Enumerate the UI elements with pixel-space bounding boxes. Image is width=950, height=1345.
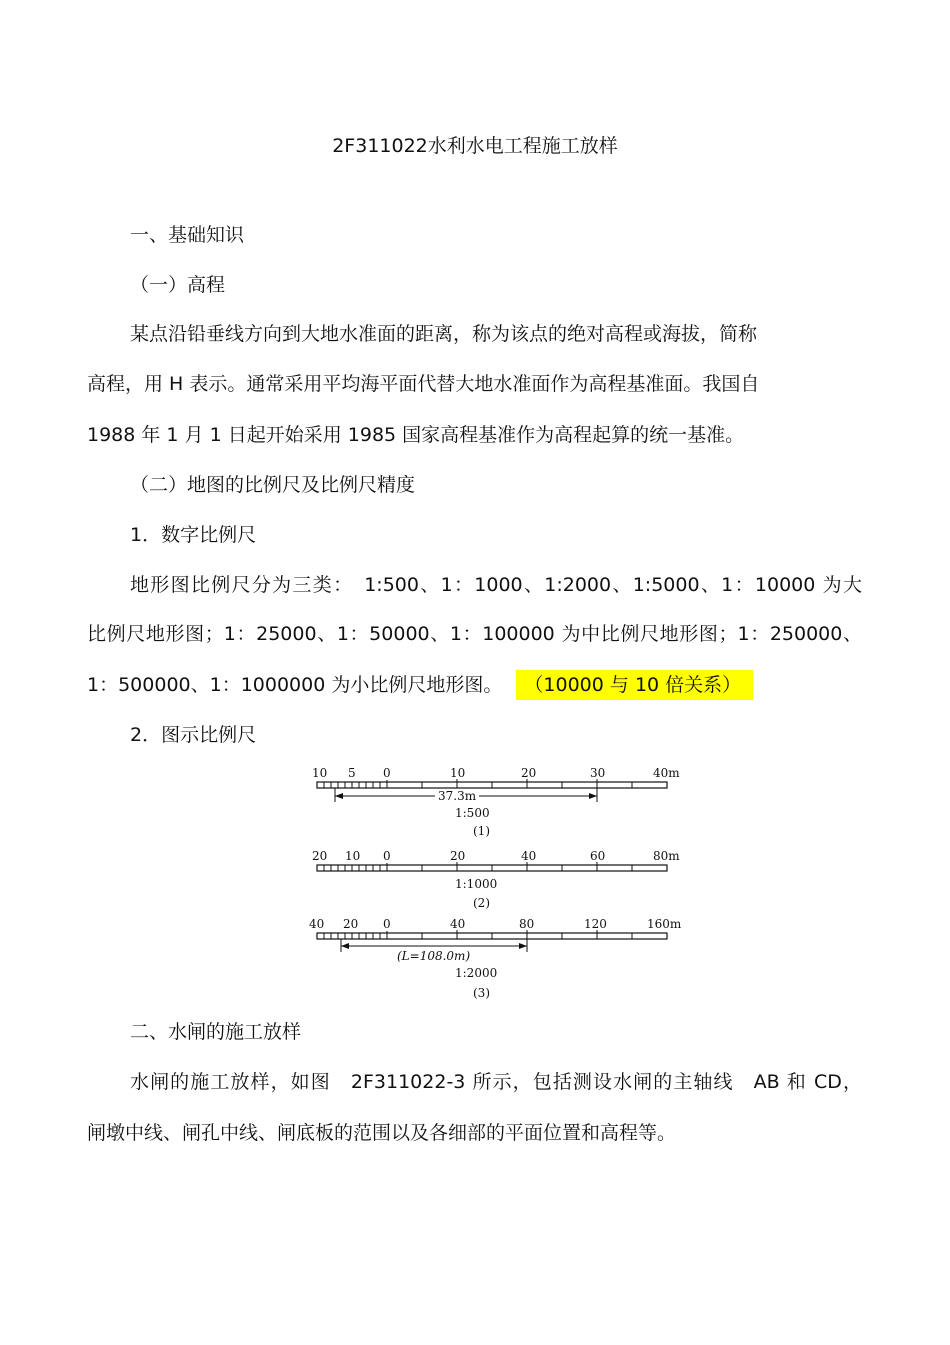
tick-label: 10 [345, 849, 361, 863]
tick-label: 20 [450, 849, 466, 863]
paragraph-line: 水闸的施工放样，如图 2F311022-3 所示，包括测设水闸的主轴线 AB 和 CD， [130, 1071, 862, 1093]
scale-ratio: 1:2000 [455, 966, 498, 980]
tick-label: 20 [343, 917, 359, 931]
scale-ratio: 1:1000 [455, 877, 498, 891]
section-heading-2: 二、水闸的施工放样 [130, 1021, 302, 1043]
tick-label: 160m [647, 917, 682, 931]
paragraph-line [87, 672, 753, 698]
scale-3 [309, 917, 682, 1000]
figure-label: (2) [473, 896, 490, 910]
subsection-heading-elevation: （一）高程 [130, 274, 226, 296]
tick-label: 40m [653, 766, 680, 780]
paragraph-line: 地形图比例尺分为三类： 1:500、1：1000、1:2000、1:5000、1：10000 为大 [130, 574, 862, 596]
scale-2 [312, 849, 680, 910]
page-title: 2F311022水利水电工程施工放样 [332, 135, 618, 157]
tick-label: 120 [584, 917, 607, 931]
paragraph-line: 比例尺地形图；1：25000、1：50000、1：100000 为中比例尺地形图；1：250000、 [87, 623, 862, 645]
tick-label: 40 [450, 917, 466, 931]
item-heading-graphic-scale: 2．图示比例尺 [130, 724, 257, 746]
subsection-heading-scale: （二）地图的比例尺及比例尺精度 [130, 474, 416, 496]
tick-label: 0 [383, 766, 391, 780]
measure-label: (L=108.0m) [397, 949, 471, 963]
tick-label: 10 [312, 766, 328, 780]
tick-label: 40 [521, 849, 537, 863]
tick-label: 80m [653, 849, 680, 863]
highlight-note: （10000 与 10 倍关系） [516, 670, 753, 700]
paragraph-line: 1988 年 1 月 1 日起开始采用 1985 国家高程基准作为高程起算的统一基准。 [87, 424, 745, 446]
tick-label: 0 [383, 849, 391, 863]
scale-fine-ticks [317, 862, 632, 871]
paragraph-line: 某点沿铅垂线方向到大地水准面的距离，称为该点的绝对高程或海拔，简称 [130, 323, 758, 345]
scale-1 [312, 766, 680, 838]
tick-label: 60 [590, 849, 606, 863]
tick-label: 0 [383, 917, 391, 931]
figure-label: (3) [473, 986, 490, 1000]
tick-label: 5 [348, 766, 356, 780]
tick-label: 10 [450, 766, 466, 780]
measure-label: 37.3m [438, 789, 477, 803]
scale-ratio: 1:500 [455, 806, 490, 820]
tick-label: 30 [590, 766, 606, 780]
scale-fine-ticks [317, 779, 632, 788]
tick-label: 20 [521, 766, 537, 780]
scale-fine-ticks [317, 930, 632, 939]
section-heading-1: 一、基础知识 [130, 224, 245, 246]
paragraph-line: 闸墩中线、闸孔中线、闸底板的范围以及各细部的平面位置和高程等。 [87, 1122, 677, 1144]
tick-label: 20 [312, 849, 328, 863]
tick-label: 80 [519, 917, 535, 931]
item-heading-numeric-scale: 1．数字比例尺 [130, 524, 257, 546]
paragraph-text: 1：500000、1：1000000 为小比例尺地形图。 [87, 674, 503, 696]
tick-label: 40 [309, 917, 325, 931]
graphic-scale-figure [305, 762, 685, 1002]
paragraph-line: 高程，用 H 表示。通常采用平均海平面代替大地水准面作为高程基准面。我国自 [87, 373, 760, 395]
figure-label: (1) [473, 824, 490, 838]
